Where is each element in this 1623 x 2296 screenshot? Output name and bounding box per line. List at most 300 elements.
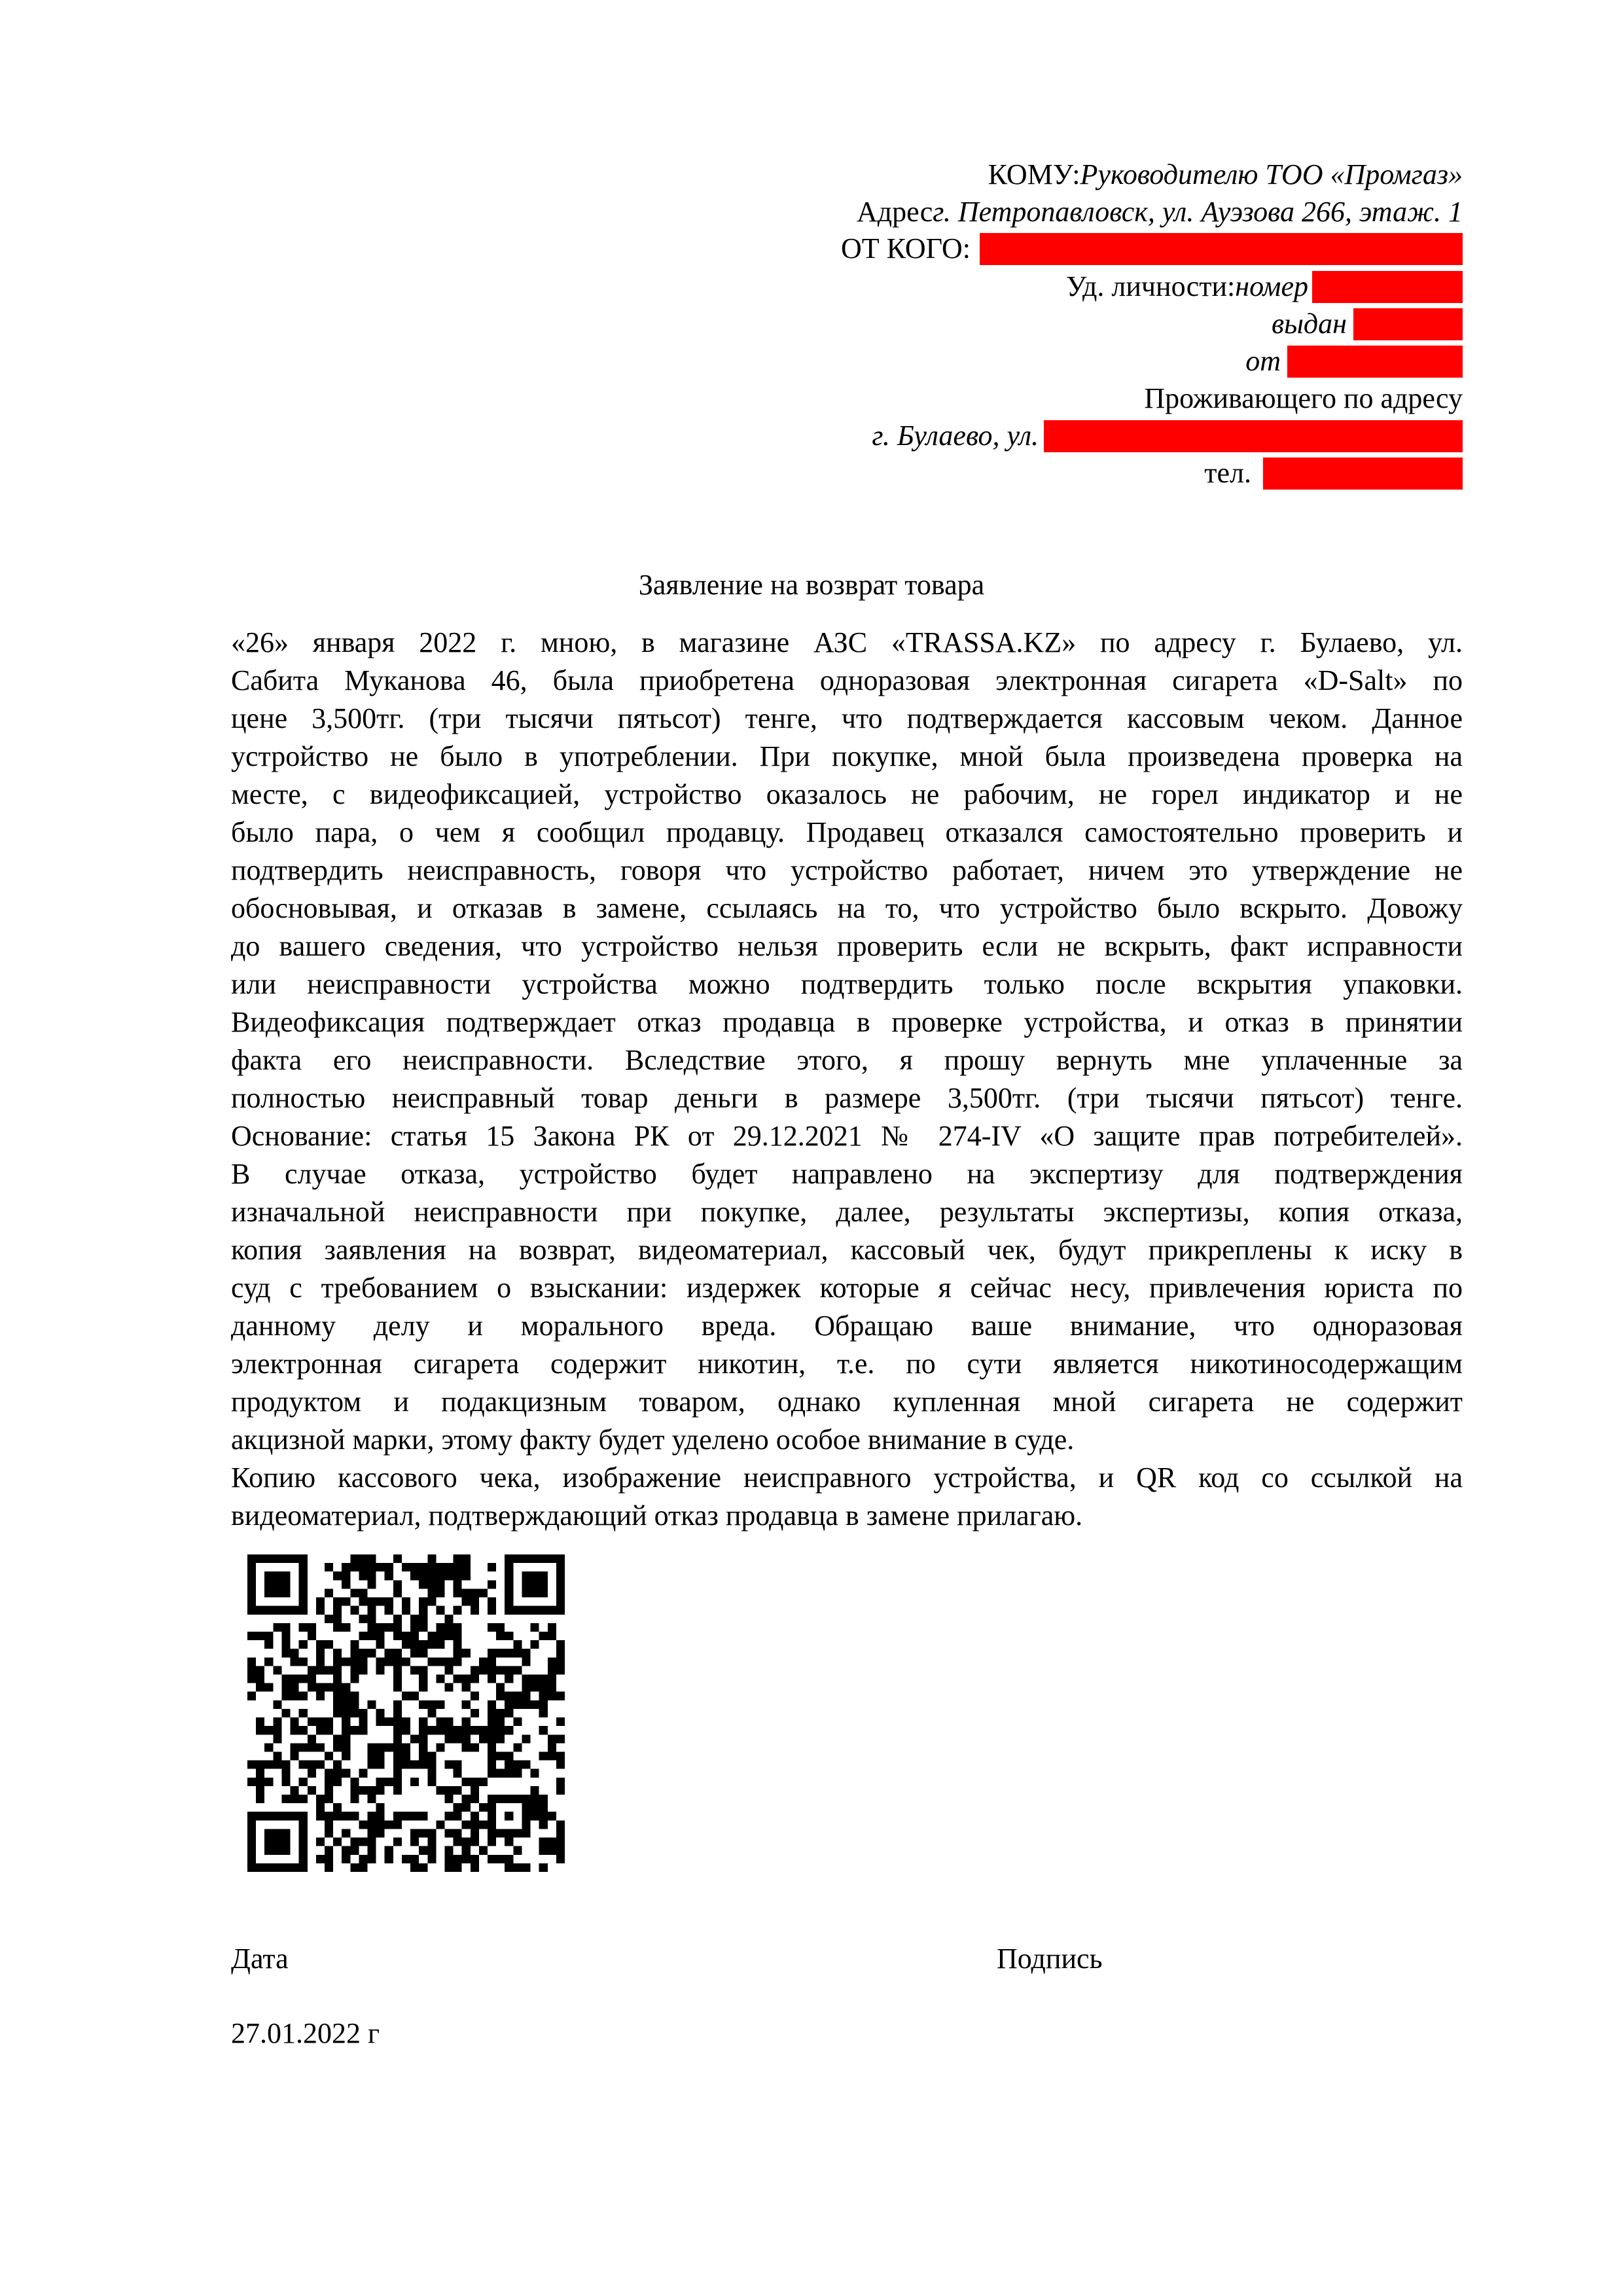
qr-module [385, 1778, 393, 1786]
qr-module [291, 1683, 299, 1692]
qr-module [325, 1778, 333, 1786]
qr-module [281, 1640, 290, 1649]
qr-module [299, 1640, 308, 1649]
qr-module [531, 1640, 539, 1649]
qr-module [556, 1829, 565, 1837]
qr-module [256, 1683, 264, 1692]
qr-module [385, 1598, 393, 1606]
qr-module [556, 1657, 565, 1666]
qr-module [393, 1769, 402, 1778]
qr-module [308, 1632, 316, 1640]
qr-module [419, 1649, 427, 1657]
qr-module [325, 1615, 333, 1623]
qr-module [308, 1786, 316, 1795]
qr-module [368, 1786, 376, 1795]
qr-module [462, 1846, 471, 1855]
redaction-issued [1353, 308, 1463, 340]
qr-module [419, 1571, 427, 1580]
qr-module [436, 1726, 444, 1734]
qr-module [333, 1571, 342, 1580]
qr-module [556, 1717, 565, 1726]
qr-module [556, 1855, 565, 1863]
qr-module [333, 1761, 342, 1769]
qr-module [531, 1795, 539, 1803]
qr-module [264, 1761, 273, 1769]
qr-module [325, 1829, 333, 1837]
qr-module [325, 1726, 333, 1734]
qr-module [539, 1751, 548, 1760]
qr-module [462, 1571, 471, 1580]
qr-module [256, 1769, 264, 1778]
qr-module [444, 1855, 453, 1863]
qr-module [393, 1761, 402, 1769]
qr-module [376, 1709, 385, 1717]
qr-module [427, 1657, 436, 1666]
qr-module [454, 1786, 462, 1795]
qr-module [444, 1632, 453, 1640]
qr-module [333, 1649, 342, 1657]
qr-module [393, 1812, 402, 1820]
qr-module [368, 1615, 376, 1623]
qr-module [479, 1588, 488, 1597]
qr-module [342, 1657, 350, 1666]
qr-module [522, 1692, 530, 1700]
qr-module [556, 1751, 565, 1760]
qr-module [247, 1675, 256, 1683]
qr-module [368, 1812, 376, 1820]
qr-module [419, 1812, 427, 1820]
qr-module [291, 1795, 299, 1803]
qr-module [513, 1769, 522, 1778]
qr-module [291, 1649, 299, 1657]
qr-module [281, 1632, 290, 1640]
qr-module [505, 1838, 513, 1846]
qr-module [359, 1563, 367, 1571]
qr-module [333, 1778, 342, 1786]
header-issued-line [1272, 305, 1463, 343]
qr-module [333, 1675, 342, 1683]
qr-module [359, 1717, 367, 1726]
qr-module [376, 1786, 385, 1795]
qr-module [539, 1795, 548, 1803]
qr-module [342, 1769, 350, 1778]
qr-module [427, 1829, 436, 1837]
qr-module [273, 1761, 281, 1769]
body-line: электронная сигарета содержит никотин, т.е. по сути является никотиносодержащим [231, 1348, 1463, 1380]
qr-module [454, 1769, 462, 1778]
qr-module [488, 1700, 496, 1709]
qr-module [548, 1846, 556, 1855]
qr-module [488, 1657, 496, 1666]
qr-module [488, 1734, 496, 1743]
qr-module [471, 1812, 479, 1820]
qr-module [393, 1623, 402, 1632]
qr-module [556, 1640, 565, 1649]
qr-module [333, 1769, 342, 1778]
qr-module [505, 1700, 513, 1709]
qr-module [393, 1700, 402, 1709]
qr-module [342, 1855, 350, 1863]
qr-module [427, 1709, 436, 1717]
qr-module [264, 1829, 290, 1854]
date-value: 27.01.2022 г [231, 2017, 380, 2049]
qr-module [419, 1829, 427, 1837]
qr-module [350, 1692, 359, 1700]
qr-module [444, 1734, 453, 1743]
qr-module [299, 1778, 308, 1786]
qr-module [462, 1743, 471, 1751]
qr-module [427, 1838, 436, 1846]
qr-module [359, 1657, 367, 1666]
qr-module [376, 1666, 385, 1674]
qr-module [281, 1649, 290, 1657]
body-line: Основание: статья 15 Закона РК от 29.12.2021 № 274-IV «О защите прав потребителей». [231, 1120, 1463, 1152]
qr-module [479, 1846, 488, 1855]
qr-module [308, 1666, 316, 1674]
header-street-line [872, 417, 1463, 455]
qr-module [539, 1863, 548, 1872]
qr-module [368, 1855, 376, 1863]
qr-module [436, 1657, 444, 1666]
qr-module [385, 1743, 393, 1751]
body-line: было пара, о чем я сообщил продавцу. Продавец отказался самостоятельно проверить и [231, 816, 1463, 848]
qr-module [376, 1632, 385, 1640]
qr-module [393, 1666, 402, 1674]
qr-module [419, 1683, 427, 1692]
qr-module [264, 1683, 273, 1692]
qr-module [376, 1623, 385, 1632]
qr-module [273, 1666, 281, 1674]
qr-module [531, 1786, 539, 1795]
qr-module [359, 1786, 367, 1795]
qr-module [316, 1657, 325, 1666]
qr-module [488, 1838, 496, 1846]
signature-label: Подпись [997, 1943, 1103, 1975]
qr-module [427, 1700, 436, 1709]
qr-module [454, 1571, 462, 1580]
qr-module [325, 1717, 333, 1726]
qr-module [410, 1812, 419, 1820]
qr-module [436, 1743, 444, 1751]
qr-module [368, 1580, 376, 1588]
qr-module [350, 1588, 359, 1597]
qr-module [393, 1675, 402, 1683]
qr-module [410, 1615, 419, 1623]
qr-module [488, 1761, 496, 1769]
qr-module [410, 1838, 419, 1846]
qr-module [393, 1751, 402, 1760]
qr-module [471, 1675, 479, 1683]
qr-module [359, 1820, 367, 1829]
qr-module [291, 1657, 299, 1666]
qr-module [264, 1657, 273, 1666]
qr-module [350, 1657, 359, 1666]
qr-module [436, 1606, 444, 1615]
qr-module [281, 1778, 290, 1786]
qr-module [368, 1829, 376, 1837]
qr-module [419, 1761, 427, 1769]
qr-module [359, 1598, 367, 1606]
qr-module [342, 1563, 350, 1571]
qr-module [496, 1751, 505, 1760]
qr-module [402, 1598, 410, 1606]
qr-module [419, 1743, 427, 1751]
qr-module [462, 1563, 471, 1571]
qr-module [333, 1623, 342, 1632]
qr-module [444, 1786, 453, 1795]
body-line: устройство не было в употреблении. При покупке, мной была произведена проверка на [231, 740, 1463, 772]
qr-module [393, 1554, 402, 1563]
body-line: Сабита Муканова 46, была приобретена одноразовая электронная сигарета «D-Salt» по [231, 664, 1463, 696]
qr-module [471, 1588, 479, 1597]
qr-module [539, 1683, 548, 1692]
qr-module [316, 1683, 325, 1692]
qr-module [342, 1717, 350, 1726]
qr-module [471, 1692, 479, 1700]
qr-module [316, 1666, 325, 1674]
redaction-id-number [1312, 271, 1463, 303]
qr-module [454, 1675, 462, 1683]
qr-module [368, 1563, 376, 1571]
qr-module [376, 1778, 385, 1786]
qr-module [479, 1778, 488, 1786]
to-value: Руководителю ТОО «Промгаз» [1080, 158, 1463, 190]
qr-module [316, 1812, 325, 1820]
qr-module [419, 1700, 427, 1709]
body-line: продуктом и подакцизным товаром, однако купленная мной сигарета не содержит [231, 1386, 1463, 1418]
qr-module [427, 1846, 436, 1855]
qr-module [454, 1726, 462, 1734]
qr-module [505, 1751, 513, 1760]
qr-module [393, 1820, 402, 1829]
qr-module [522, 1700, 530, 1709]
qr-module [342, 1580, 350, 1588]
qr-module [462, 1700, 471, 1709]
qr-module [299, 1657, 308, 1666]
qr-module [539, 1692, 548, 1700]
qr-module [299, 1743, 308, 1751]
city-street-label: г. Булаево, ул. [872, 420, 1039, 452]
qr-module [308, 1734, 316, 1743]
qr-module [444, 1863, 453, 1872]
qr-module [462, 1855, 471, 1863]
qr-module [350, 1786, 359, 1795]
qr-module [333, 1606, 342, 1615]
qr-module [539, 1700, 548, 1709]
qr-module [291, 1743, 299, 1751]
qr-module [325, 1588, 333, 1597]
to-label: КОМУ: [988, 158, 1080, 190]
qr-module [427, 1598, 436, 1606]
qr-module [368, 1846, 376, 1855]
qr-module [333, 1700, 342, 1709]
qr-module [471, 1820, 479, 1829]
qr-module [359, 1726, 367, 1734]
qr-module [393, 1657, 402, 1666]
qr-module [325, 1846, 333, 1855]
qr-module [325, 1751, 333, 1760]
qr-module [359, 1769, 367, 1778]
qr-module [359, 1666, 367, 1674]
body-line: факта его неисправности. Вследствие этого, я прошу вернуть мне уплаченные за [231, 1044, 1463, 1076]
qr-module [308, 1675, 316, 1683]
qr-module [376, 1751, 385, 1760]
qr-module [308, 1769, 316, 1778]
qr-code [247, 1554, 565, 1872]
qr-module [522, 1863, 530, 1872]
qr-module [513, 1743, 522, 1751]
qr-module [496, 1683, 505, 1692]
qr-module [496, 1769, 505, 1778]
qr-module [359, 1709, 367, 1717]
qr-module [291, 1751, 299, 1760]
qr-module [471, 1786, 479, 1795]
qr-module [505, 1675, 513, 1683]
qr-module [342, 1709, 350, 1717]
qr-module [548, 1632, 556, 1640]
qr-module [368, 1649, 376, 1657]
qr-module [273, 1751, 281, 1760]
redaction-from [980, 233, 1463, 265]
qr-module [350, 1640, 359, 1649]
qr-module [454, 1829, 462, 1837]
qr-module [556, 1734, 565, 1743]
qr-module [342, 1829, 350, 1837]
qr-module [522, 1761, 530, 1769]
qr-module [444, 1829, 453, 1837]
qr-module [419, 1846, 427, 1855]
qr-module [299, 1761, 308, 1769]
qr-module [444, 1657, 453, 1666]
qr-module [462, 1734, 471, 1743]
qr-module [488, 1606, 496, 1615]
qr-module [513, 1640, 522, 1649]
qr-module [342, 1734, 350, 1743]
qr-module [496, 1623, 505, 1632]
id-label: Уд. личности: [1066, 270, 1236, 302]
qr-module [281, 1761, 290, 1769]
qr-module [444, 1846, 453, 1855]
qr-module [350, 1726, 359, 1734]
qr-module [281, 1675, 290, 1683]
qr-module [556, 1692, 565, 1700]
qr-module [539, 1812, 548, 1820]
qr-module [316, 1598, 325, 1606]
qr-module [325, 1640, 333, 1649]
qr-module [308, 1623, 316, 1632]
qr-module [471, 1778, 479, 1786]
qr-module [316, 1743, 325, 1751]
qr-module [531, 1683, 539, 1692]
issued-label: выдан [1272, 308, 1347, 340]
qr-module [264, 1640, 273, 1649]
qr-module [410, 1571, 419, 1580]
qr-module [256, 1726, 264, 1734]
qr-module [256, 1795, 264, 1803]
qr-module [402, 1761, 410, 1769]
qr-module [454, 1649, 462, 1657]
qr-module [385, 1623, 393, 1632]
qr-module [368, 1623, 376, 1632]
qr-module [368, 1795, 376, 1803]
qr-module [454, 1855, 462, 1863]
qr-module [539, 1709, 548, 1717]
qr-module [471, 1666, 479, 1674]
qr-module [522, 1675, 530, 1683]
qr-module [548, 1743, 556, 1751]
qr-module [505, 1855, 513, 1863]
qr-module [385, 1820, 393, 1829]
qr-module [436, 1571, 444, 1580]
qr-module [513, 1692, 522, 1700]
qr-module [471, 1838, 479, 1846]
id-number-label: номер [1235, 270, 1308, 302]
qr-module [402, 1726, 410, 1734]
qr-module [436, 1675, 444, 1683]
qr-module [308, 1761, 316, 1769]
qr-module [393, 1726, 402, 1734]
qr-module [539, 1803, 548, 1812]
qr-module [454, 1623, 462, 1632]
qr-module [548, 1751, 556, 1760]
qr-module [410, 1563, 419, 1571]
qr-module [402, 1692, 410, 1700]
qr-module [376, 1598, 385, 1606]
qr-module [393, 1709, 402, 1717]
qr-module [531, 1700, 539, 1709]
qr-module [539, 1820, 548, 1829]
qr-module [325, 1563, 333, 1571]
qr-module [333, 1598, 342, 1606]
qr-module [350, 1700, 359, 1709]
qr-module [247, 1666, 256, 1674]
qr-module [505, 1666, 513, 1674]
qr-module [316, 1692, 325, 1700]
qr-module [299, 1726, 308, 1734]
qr-module [350, 1675, 359, 1683]
body-line: до вашего сведения, что устройство нельзя проверить если не вскрыть, факт исправности [231, 930, 1463, 962]
qr-module [539, 1675, 548, 1683]
qr-module [368, 1700, 376, 1709]
qr-module [316, 1726, 325, 1734]
qr-module [548, 1838, 556, 1846]
qr-module [505, 1726, 513, 1734]
qr-module [393, 1649, 402, 1657]
qr-module [505, 1649, 513, 1657]
qr-module [359, 1588, 367, 1597]
body-line: или неисправности устройства можно подтвердить только после вскрытия упаковки. [231, 968, 1463, 1000]
qr-module [410, 1649, 419, 1657]
qr-module [264, 1632, 273, 1640]
qr-module [264, 1743, 273, 1751]
qr-module [419, 1615, 427, 1623]
qr-module [419, 1675, 427, 1683]
qr-module [368, 1632, 376, 1640]
qr-module [385, 1717, 393, 1726]
qr-module [385, 1649, 393, 1657]
qr-module [488, 1675, 496, 1683]
qr-module [496, 1717, 505, 1726]
qr-module [350, 1563, 359, 1571]
qr-module [531, 1623, 539, 1632]
qr-module [462, 1649, 471, 1657]
qr-module [316, 1606, 325, 1615]
qr-module [291, 1675, 299, 1683]
qr-module [479, 1666, 488, 1674]
qr-module [462, 1820, 471, 1829]
qr-module [410, 1692, 419, 1700]
qr-module [402, 1855, 410, 1863]
